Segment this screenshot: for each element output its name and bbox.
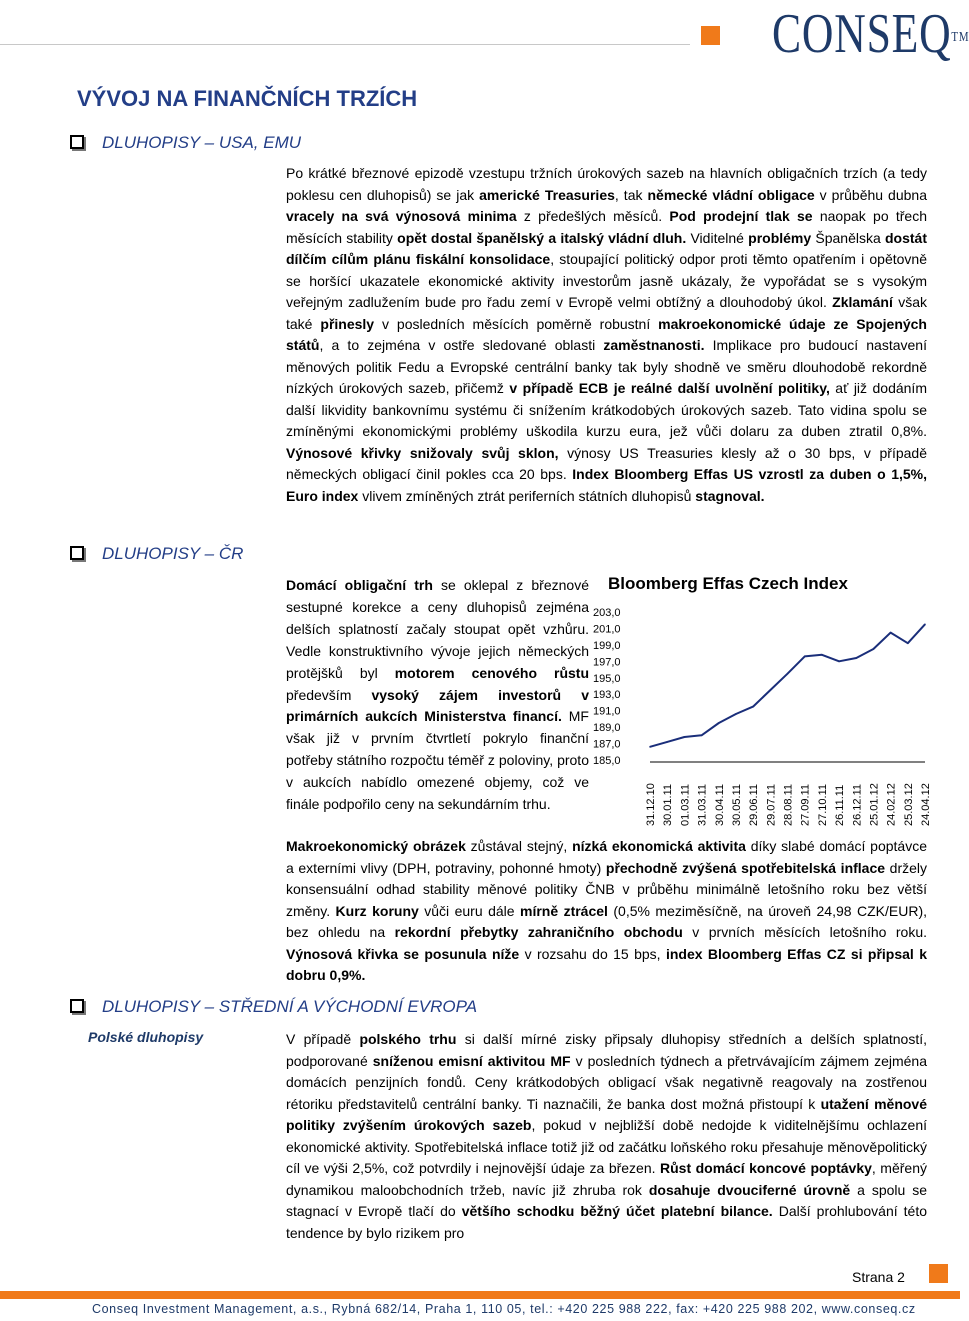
text-run: v průběhu dubna [814,186,927,203]
data-point [855,657,857,659]
text-run: Španělska [811,229,885,246]
text-run: však také [286,294,927,332]
bold-text-run: Zklamání [832,294,893,310]
text-run: díky slabé domácí poptávce a externími vlivy (DPH, potraviny, pohonné hmoty) [286,838,927,876]
logo-trademark: TM [951,30,969,45]
x-tick-label: 24.04.12 [920,783,932,826]
bold-text-run: vysoký zájem investorů v primárních aukcích Ministerstva financí. [286,686,589,725]
bold-text-run: Domácí obligační trh [286,577,433,593]
bold-text-run: problémy [748,229,812,246]
footer-accent-square [929,1264,948,1283]
bold-text-run: dostát dílčím cílům plánu fiskální konsolidace [286,229,927,267]
bold-text-run: Pod prodejní tlak se [669,208,813,224]
data-point [684,736,686,738]
y-tick-label: 199,0 [593,639,621,652]
y-tick-label: 187,0 [593,738,621,751]
data-point [924,624,926,626]
data-point [804,656,806,658]
bold-text-run: nízká ekonomická aktivita [572,838,746,854]
text-run: V případě [286,1031,360,1047]
y-tick-label: 191,0 [593,705,621,718]
text-run: Další prohlubování této tendence by bylo rizikem pro [286,1203,927,1241]
bold-text-run: Index Bloomberg Effas US vzrostl za duben o 1,5%, Euro index [286,466,927,504]
text-run: vlivem zmíněných ztrát periferních státních dluhopisů [358,487,696,504]
section-heading-text: DLUHOPISY – STŘEDNÍ A VÝCHODNÍ EVROPA [102,997,478,1016]
x-tick-label: 31.12.10 [645,783,657,826]
data-point [838,661,840,663]
x-tick-label: 27.10.11 [816,783,829,826]
text-run: ať již dodáním další likvidity bankovnímu systému či snížením krátkodobých úrokových sazeb. Tato vidina spolu se zmíněnými ekonomickými problémy uškodila kurzu eura, jež vůči dolaru za duben ztratil 0,8%. [286,380,927,439]
bold-text-run: v případě ECB je reálné další uvolnění politiky, [509,380,830,396]
x-tick-label: 25.01.12 [868,783,881,826]
text-run: vůči euru dále [418,902,520,919]
bold-text-run: přinesly [320,315,375,332]
x-tick-label: 30.04.11 [713,783,726,826]
y-tick-label: 195,0 [593,672,621,685]
text-run: zůstával stejný, [465,838,573,854]
series-line [650,624,925,747]
x-tick-label: 30.01.11 [662,783,675,826]
bold-text-run: opět dostal španělský a italský vládní dluh. [397,229,687,246]
text-run: naopak po třech měsících stability [286,208,928,246]
bold-text-run: polského trhu [359,1031,457,1047]
x-tick-label: 27.09.11 [799,783,812,826]
bold-text-run: mírně ztrácel [520,902,608,919]
text-run: z předešlých měsíců. [516,208,670,224]
data-point [735,713,737,715]
text-run: , pokud v nejbližší době nedojde k viditelnějšímu ochlazení ekonomické aktivity. Spotřebitelská inflace totiž již od začátku loňského roku přesahuje měnověpolitický cíl ve výši 2,5%, což potvrdily i nejnovější údaje za březen. [286,1117,928,1176]
y-tick-label: 185,0 [593,755,621,767]
text-run: , stoupající politický odpor proti těmto opatřením i opětovně se horšící ukazatele ekonomické aktivity investorům jasně ukázaly, že vypořádat se s vysokým veřejným zadlužením bude pro řadu zemí v Evropě velmi obtížný a dlouhodobý úkol. [286,251,927,310]
y-tick-label: 193,0 [593,689,621,702]
bold-text-run: vracely na svá výnosová minima [286,208,517,224]
text-run: v posledních týdnech a přetrvávajícím zájmem zejména domácích penzijních fondů. Ceny krátkodobých obligací však negativně reagovaly na zostřenou rétoriku představitelů centrální banky. Ti naznačili, že banka dost možná přistoupí k [286,1052,927,1112]
bold-text-run: Výnosová křivka se posunula níže [286,945,520,962]
bold-text-run: sníženou emisní aktivitou MF [372,1052,571,1069]
page-title: VÝVOJ NA FINANČNÍCH TRZÍCH [77,86,418,111]
footer-bar [0,1291,960,1299]
text-run: v posledních měsících poměrně robustní [374,315,659,332]
text-run: v rozsahu do 15 bps, [519,945,666,962]
polish-bonds-label: Polské dluhopisy [88,1029,204,1045]
text-run: Viditelné [686,229,749,246]
header-rule [0,44,690,45]
bold-text-run: dosahuje dvouciferné úrovně [648,1181,851,1198]
x-tick-label: 31.03.11 [696,783,709,826]
section-heading-text: DLUHOPISY – USA, EMU [102,133,302,152]
paragraph-usa-emu [286,163,927,507]
paragraph-cr-intro [286,575,589,816]
text-run: v prvních měsících letošního roku. [682,924,928,940]
bold-text-run: index Bloomberg Effas CZ si připsal k dobru 0,9%. [286,945,927,983]
bold-text-run: Výnosové křivky snižovaly svůj sklon, [286,444,559,461]
paragraph-polish-bonds [286,1029,927,1244]
bold-text-run: Makroekonomický obrázek [286,838,466,854]
bold-text-run: makroekonomické údaje ze Spojených států [286,315,927,353]
x-tick-label: 29.06.11 [748,783,761,826]
header-accent-square [701,26,720,45]
footer-contact: Conseq Investment Management, a.s., Rybná 682/14, Praha 1, 110 05, tel.: +420 225 988 222, fax: +420 225 988 202, www.conseq.cz [92,1302,916,1316]
x-tick-label: 24.02.12 [885,783,898,826]
y-tick-label: 189,0 [593,722,621,735]
bold-text-run: přechodně zvýšená spotřebitelská inflace [605,859,886,876]
x-tick-label: 01.03.11 [679,783,692,826]
text-run: především [286,686,372,703]
section-heading-cr [70,544,243,564]
bold-text-run: Růst domácí koncové poptávky [660,1160,872,1176]
section-heading-usa-emu [70,133,301,153]
section-heading-text: DLUHOPISY – ČR [102,544,244,563]
text-run: , a to zejména v ostře sledované oblasti [319,337,604,353]
x-tick-label: 26.11.11 [834,784,847,826]
text-run: , měřený dynamikou maloobchodních tržeb, navíc již zhruba rok [286,1160,927,1198]
bold-text-run: většího schodku běžný účet platební bilance. [461,1203,773,1219]
bold-text-run: motorem cenového růstu [394,664,590,681]
text-run: držely konsensuální odhad stability měnové politiky ČNB v průběhu minimálně letošního roku bez větší změny. [286,859,927,919]
data-point [890,632,892,634]
data-point [770,689,772,691]
bold-text-run: rekordní přebytky zahraničního obchodu [394,924,683,940]
text-run: (0,5% meziměsíčně, na úroveň 24,98 CZK/EUR), bez ohledu na [286,902,927,940]
y-tick-label: 201,0 [593,623,621,636]
bold-text-run: stagnoval. [695,487,765,504]
y-tick-label: 203,0 [593,607,621,619]
data-point [718,722,720,724]
checkbox-bullet-icon [70,135,84,149]
text-run: a spolu se stagnací v Evropě tlačí do [286,1181,927,1219]
text-run: Implikace pro budoucí nastavení měnových politik Fedu a Evropské centrální banky tak byly shodně ve směru dlouhodobě rekordně nízkých úrokových sazeb, přičemž [286,337,927,396]
y-tick-label: 197,0 [593,656,621,669]
bloomberg-effas-czech-chart [590,600,935,830]
data-point [873,648,875,650]
text-run: , tak [614,186,648,203]
data-point [666,741,668,743]
data-point [787,673,789,675]
conseq-logo [772,2,969,66]
bold-text-run: Kurz koruny [335,902,419,919]
bold-text-run: zaměstnanosti. [603,337,705,353]
x-tick-label: 26.12.11 [851,783,864,826]
checkbox-bullet-icon [70,546,84,560]
logo-text: CONSEQ [772,3,952,65]
page-number: Strana 2 [852,1269,905,1285]
data-point [649,746,651,748]
x-tick-label: 25.03.12 [902,783,915,826]
x-tick-label: 29.07.11 [765,783,778,826]
bold-text-run: německé vládní obligace [647,186,815,203]
section-heading-cee [70,997,477,1017]
x-tick-label: 30.05.11 [730,783,743,826]
data-point [752,706,754,708]
text-run: si další mírné zisky připsaly dluhopisy středních a delších splatností, podporované [286,1031,927,1069]
data-point [701,735,703,737]
text-run: výnosy US Treasuries klesly až o 30 bps, v případě německých obligací činil pokles cca 20 bps. [286,444,927,482]
paragraph-cr-macro [286,836,927,987]
x-tick-label: 28.08.11 [782,783,795,826]
checkbox-bullet-icon [70,999,84,1013]
text-run: MF však již v prvním čtvrtletí pokrylo finanční potřeby státního rozpočtu téměř z poloviny, proto v aukcích nabídlo omezené objemy, což ve finále podpořilo ceny na sekundárním trhu. [286,708,589,813]
bold-text-run: americké Treasuries [479,186,615,203]
data-point [821,654,823,656]
bold-text-run: utažení měnové politiky zvýšením úrokových sazeb [286,1095,928,1133]
text-run: Po krátké březnové epizodě vzestupu tržních úrokových sazeb na hlavních obligačních trzích (a tedy poklesu cen dluhopisů) se jak [286,165,927,203]
text-run: se oklepal z březnové sestupné korekce a ceny dluhopisů zejména delších splatností začaly stoupat opět vzhůru. Vedle konstruktivního vývoje jejich německých protějšků byl [286,577,589,681]
chart-title: Bloomberg Effas Czech Index [608,574,848,593]
data-point [907,642,909,644]
